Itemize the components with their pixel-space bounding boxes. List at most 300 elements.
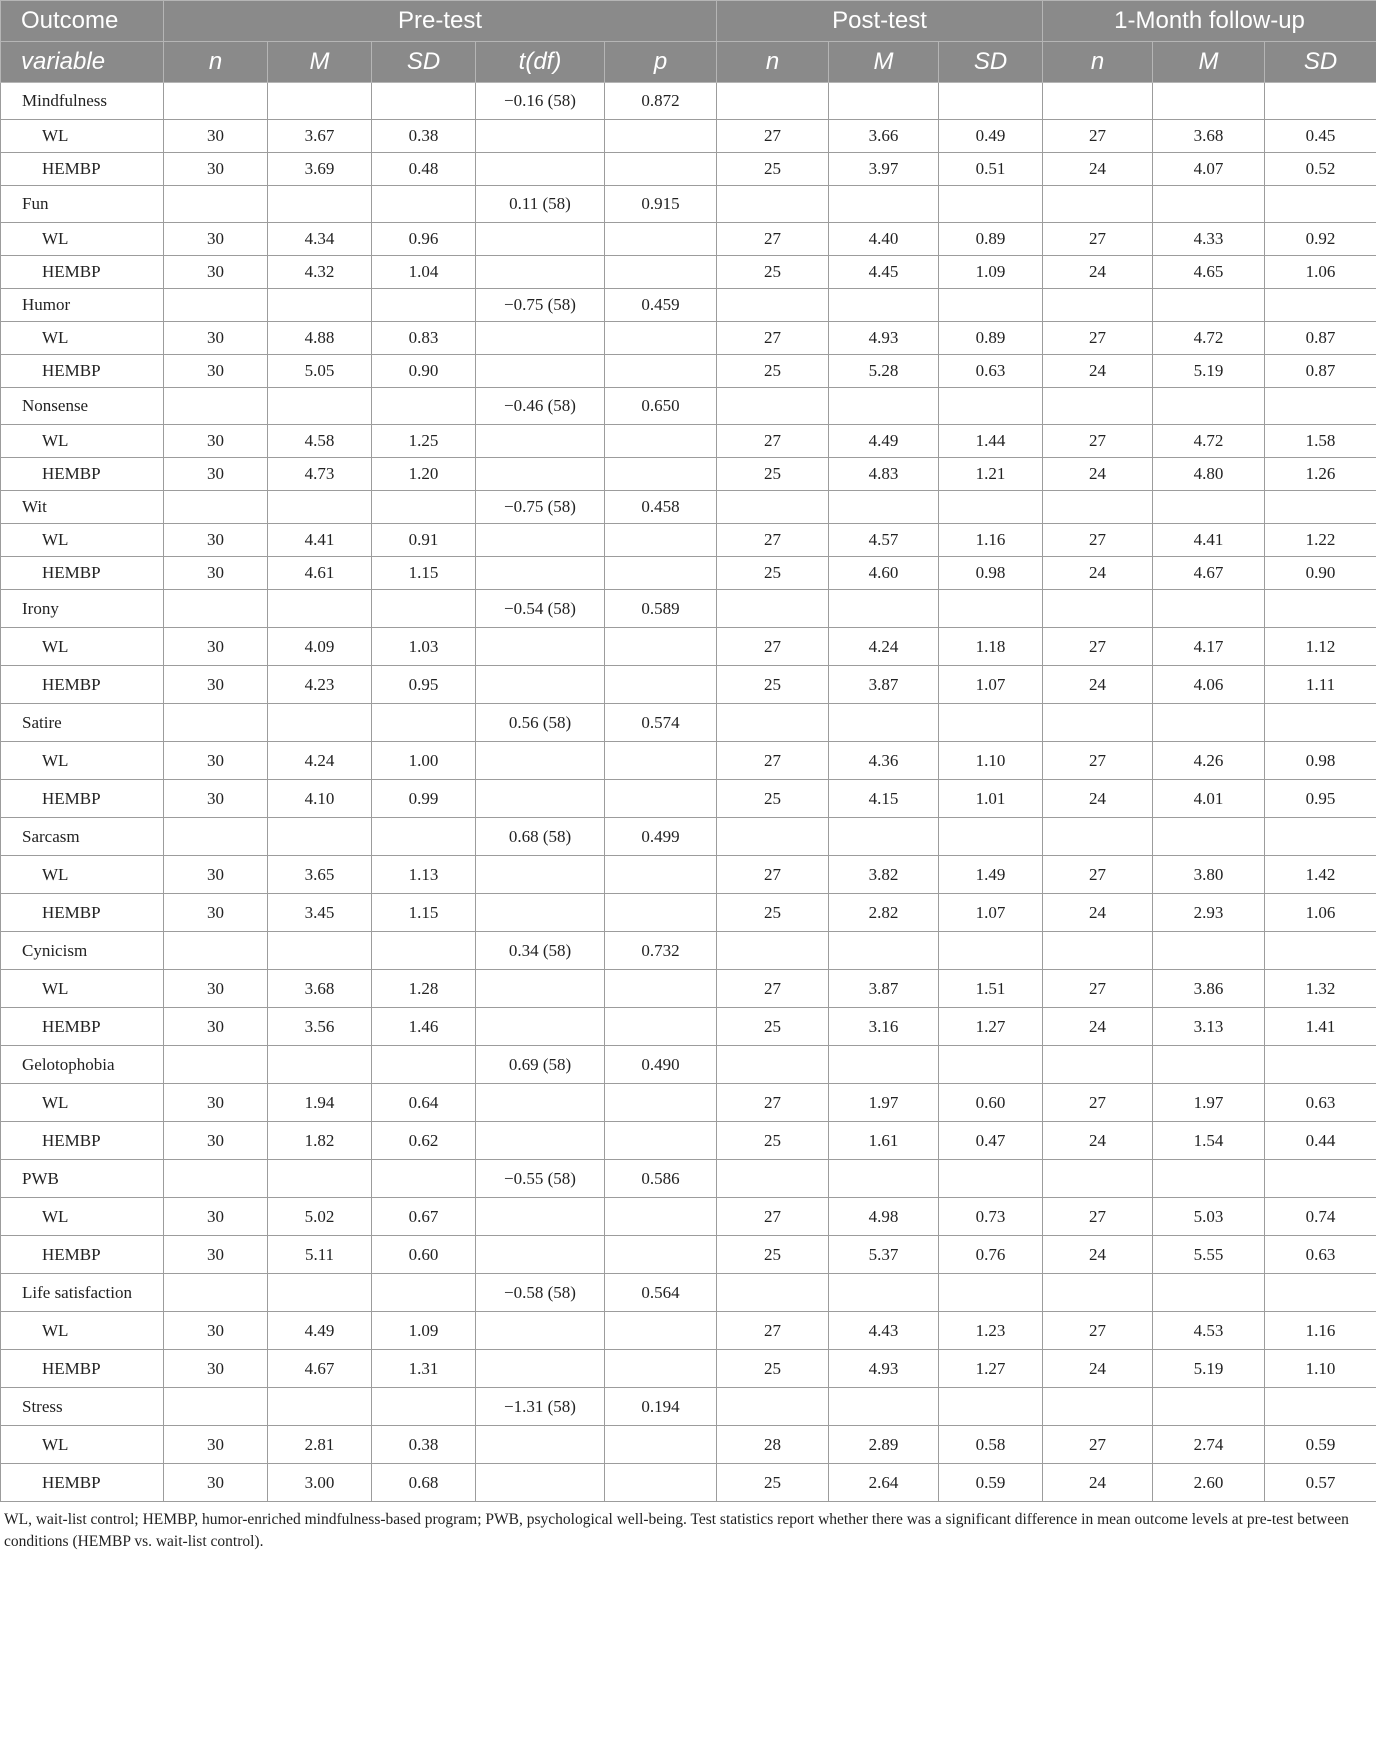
col-header: n (164, 42, 268, 83)
table-row-group (1, 666, 1376, 704)
empty-cell (1265, 1160, 1376, 1198)
pre-mean: 2.81 (268, 1426, 372, 1464)
table-footnote: WL, wait-list control; HEMBP, humor-enriched mindfulness-based program; PWB, psychological well-being. Test statistics report whether there was a significant difference in mean outcome levels at pre-test between conditions (HEMBP vs. wait-list control). (4, 1511, 1349, 1550)
col-header: SD (1265, 42, 1376, 83)
pre-mean: 4.58 (268, 425, 372, 458)
empty-cell (829, 491, 939, 524)
post-mean: 4.43 (829, 1312, 939, 1350)
group-label: WL (1, 524, 164, 557)
group-label: WL (1, 120, 164, 153)
empty-cell (605, 1008, 717, 1046)
empty-cell (1043, 704, 1153, 742)
group-label: HEMBP (1, 1464, 164, 1502)
variable-name: Wit (1, 491, 164, 524)
group-label: WL (1, 1426, 164, 1464)
p-value: 0.574 (605, 704, 717, 742)
pre-n: 30 (164, 628, 268, 666)
pre-n: 30 (164, 1236, 268, 1274)
pre-sd: 0.48 (372, 153, 476, 186)
empty-cell (476, 742, 605, 780)
follow-sd: 1.06 (1265, 894, 1376, 932)
empty-cell (164, 491, 268, 524)
empty-cell (476, 1426, 605, 1464)
pre-sd: 1.46 (372, 1008, 476, 1046)
group-label: HEMBP (1, 1122, 164, 1160)
table-row-group (1, 1350, 1376, 1388)
follow-sd: 1.58 (1265, 425, 1376, 458)
empty-cell (268, 1274, 372, 1312)
empty-cell (268, 1160, 372, 1198)
follow-n: 27 (1043, 322, 1153, 355)
variable-name: Nonsense (1, 388, 164, 425)
empty-cell (1043, 590, 1153, 628)
empty-cell (939, 1046, 1043, 1084)
pre-sd: 1.04 (372, 256, 476, 289)
empty-cell (476, 458, 605, 491)
col-header: M (829, 42, 939, 83)
pre-n: 30 (164, 425, 268, 458)
pre-mean: 5.02 (268, 1198, 372, 1236)
empty-cell (476, 425, 605, 458)
empty-cell (1265, 1046, 1376, 1084)
follow-n: 24 (1043, 355, 1153, 388)
empty-cell (1265, 186, 1376, 223)
table-row-group (1, 1464, 1376, 1502)
empty-cell (1265, 289, 1376, 322)
variable-name: Satire (1, 704, 164, 742)
pre-sd: 1.03 (372, 628, 476, 666)
empty-cell (476, 1122, 605, 1160)
follow-mean: 3.80 (1153, 856, 1265, 894)
empty-cell (829, 1046, 939, 1084)
follow-n: 27 (1043, 1084, 1153, 1122)
post-n: 25 (717, 666, 829, 704)
empty-cell (605, 742, 717, 780)
table-row-group (1, 458, 1376, 491)
post-n: 27 (717, 1312, 829, 1350)
empty-cell (1153, 1274, 1265, 1312)
group-label: HEMBP (1, 1236, 164, 1274)
table-row-group (1, 894, 1376, 932)
post-sd: 1.09 (939, 256, 1043, 289)
group-label: WL (1, 628, 164, 666)
group-label: HEMBP (1, 153, 164, 186)
empty-cell (1265, 1274, 1376, 1312)
follow-sd: 0.44 (1265, 1122, 1376, 1160)
empty-cell (717, 1046, 829, 1084)
table-row-group (1, 322, 1376, 355)
empty-cell (939, 590, 1043, 628)
post-n: 27 (717, 1198, 829, 1236)
t-statistic: −0.46 (58) (476, 388, 605, 425)
col-header: n (1043, 42, 1153, 83)
post-n: 25 (717, 458, 829, 491)
variable-name: Stress (1, 1388, 164, 1426)
group-label: WL (1, 223, 164, 256)
t-statistic: −0.75 (58) (476, 289, 605, 322)
empty-cell (268, 818, 372, 856)
post-sd: 0.89 (939, 322, 1043, 355)
pre-sd: 0.38 (372, 1426, 476, 1464)
post-sd: 0.60 (939, 1084, 1043, 1122)
empty-cell (1043, 388, 1153, 425)
post-n: 25 (717, 894, 829, 932)
t-statistic: −1.31 (58) (476, 1388, 605, 1426)
empty-cell (605, 780, 717, 818)
follow-mean: 4.26 (1153, 742, 1265, 780)
pre-n: 30 (164, 153, 268, 186)
table-row-variable (1, 186, 1376, 223)
outcome-header-line2: variable (1, 42, 164, 83)
post-sd: 1.27 (939, 1008, 1043, 1046)
t-statistic: −0.16 (58) (476, 83, 605, 120)
follow-up-header: 1-Month follow-up (1043, 1, 1376, 42)
post-n: 25 (717, 256, 829, 289)
table-body (1, 83, 1376, 1502)
table-row-group (1, 524, 1376, 557)
pre-n: 30 (164, 557, 268, 590)
empty-cell (605, 557, 717, 590)
pre-sd: 0.68 (372, 1464, 476, 1502)
empty-cell (372, 818, 476, 856)
variable-name: Cynicism (1, 932, 164, 970)
follow-mean: 4.67 (1153, 557, 1265, 590)
empty-cell (476, 1350, 605, 1388)
empty-cell (717, 818, 829, 856)
empty-cell (939, 704, 1043, 742)
empty-cell (164, 704, 268, 742)
group-label: WL (1, 970, 164, 1008)
empty-cell (605, 256, 717, 289)
table-row-variable (1, 590, 1376, 628)
post-mean: 2.64 (829, 1464, 939, 1502)
pre-n: 30 (164, 1122, 268, 1160)
pre-mean: 4.10 (268, 780, 372, 818)
empty-cell (1265, 932, 1376, 970)
group-label: HEMBP (1, 780, 164, 818)
table-row-group (1, 1312, 1376, 1350)
follow-sd: 1.22 (1265, 524, 1376, 557)
t-statistic: 0.11 (58) (476, 186, 605, 223)
empty-cell (1265, 491, 1376, 524)
follow-mean: 4.80 (1153, 458, 1265, 491)
empty-cell (476, 894, 605, 932)
variable-name: Life satisfaction (1, 1274, 164, 1312)
pre-n: 30 (164, 856, 268, 894)
follow-mean: 4.41 (1153, 524, 1265, 557)
post-sd: 1.10 (939, 742, 1043, 780)
pre-mean: 1.94 (268, 1084, 372, 1122)
empty-cell (476, 1198, 605, 1236)
group-label: WL (1, 1198, 164, 1236)
post-mean: 3.16 (829, 1008, 939, 1046)
post-n: 27 (717, 742, 829, 780)
empty-cell (939, 932, 1043, 970)
follow-mean: 3.68 (1153, 120, 1265, 153)
follow-n: 27 (1043, 425, 1153, 458)
follow-sd: 1.12 (1265, 628, 1376, 666)
post-mean: 4.98 (829, 1198, 939, 1236)
t-statistic: −0.55 (58) (476, 1160, 605, 1198)
pre-mean: 3.67 (268, 120, 372, 153)
post-mean: 3.87 (829, 666, 939, 704)
post-n: 25 (717, 1236, 829, 1274)
col-header: SD (939, 42, 1043, 83)
follow-n: 24 (1043, 1122, 1153, 1160)
follow-mean: 4.06 (1153, 666, 1265, 704)
empty-cell (605, 120, 717, 153)
table-row-variable (1, 1388, 1376, 1426)
post-mean: 3.97 (829, 153, 939, 186)
post-mean: 4.36 (829, 742, 939, 780)
follow-sd: 0.74 (1265, 1198, 1376, 1236)
post-sd: 1.18 (939, 628, 1043, 666)
empty-cell (268, 289, 372, 322)
pre-n: 30 (164, 1350, 268, 1388)
post-sd: 0.59 (939, 1464, 1043, 1502)
table-row-group (1, 742, 1376, 780)
pre-mean: 4.88 (268, 322, 372, 355)
follow-sd: 1.26 (1265, 458, 1376, 491)
post-sd: 0.89 (939, 223, 1043, 256)
pre-mean: 4.32 (268, 256, 372, 289)
empty-cell (1043, 1388, 1153, 1426)
pre-n: 30 (164, 1426, 268, 1464)
post-mean: 2.82 (829, 894, 939, 932)
table-row-group (1, 1008, 1376, 1046)
p-value: 0.650 (605, 388, 717, 425)
empty-cell (1043, 1274, 1153, 1312)
empty-cell (268, 590, 372, 628)
post-n: 27 (717, 970, 829, 1008)
empty-cell (1153, 1388, 1265, 1426)
empty-cell (164, 186, 268, 223)
post-mean: 4.40 (829, 223, 939, 256)
empty-cell (268, 491, 372, 524)
follow-mean: 1.97 (1153, 1084, 1265, 1122)
empty-cell (1153, 932, 1265, 970)
follow-sd: 0.57 (1265, 1464, 1376, 1502)
empty-cell (1043, 1160, 1153, 1198)
table-row-group (1, 780, 1376, 818)
empty-cell (717, 491, 829, 524)
empty-cell (268, 932, 372, 970)
header-row-groups (1, 1, 1376, 42)
post-mean: 3.82 (829, 856, 939, 894)
empty-cell (372, 289, 476, 322)
empty-cell (1153, 388, 1265, 425)
pre-sd: 1.20 (372, 458, 476, 491)
p-value: 0.194 (605, 1388, 717, 1426)
post-mean: 4.60 (829, 557, 939, 590)
empty-cell (605, 1084, 717, 1122)
empty-cell (605, 458, 717, 491)
group-label: HEMBP (1, 557, 164, 590)
post-sd: 0.63 (939, 355, 1043, 388)
group-label: WL (1, 1312, 164, 1350)
follow-mean: 4.72 (1153, 425, 1265, 458)
empty-cell (939, 1388, 1043, 1426)
empty-cell (717, 186, 829, 223)
empty-cell (605, 322, 717, 355)
follow-mean: 5.19 (1153, 355, 1265, 388)
pre-mean: 4.67 (268, 1350, 372, 1388)
pre-mean: 5.11 (268, 1236, 372, 1274)
t-statistic: 0.34 (58) (476, 932, 605, 970)
post-sd: 1.07 (939, 894, 1043, 932)
variable-name: PWB (1, 1160, 164, 1198)
post-mean: 2.89 (829, 1426, 939, 1464)
post-mean: 4.15 (829, 780, 939, 818)
pre-mean: 4.41 (268, 524, 372, 557)
follow-mean: 5.03 (1153, 1198, 1265, 1236)
group-label: HEMBP (1, 458, 164, 491)
pre-mean: 4.23 (268, 666, 372, 704)
follow-n: 27 (1043, 1426, 1153, 1464)
col-header: M (1153, 42, 1265, 83)
pre-sd: 0.99 (372, 780, 476, 818)
pre-sd: 1.15 (372, 894, 476, 932)
post-n: 27 (717, 322, 829, 355)
pre-sd: 0.83 (372, 322, 476, 355)
follow-n: 24 (1043, 1008, 1153, 1046)
post-mean: 1.97 (829, 1084, 939, 1122)
post-sd: 0.51 (939, 153, 1043, 186)
post-n: 25 (717, 1008, 829, 1046)
post-mean: 4.57 (829, 524, 939, 557)
post-n: 28 (717, 1426, 829, 1464)
post-sd: 1.16 (939, 524, 1043, 557)
post-sd: 1.51 (939, 970, 1043, 1008)
post-n: 25 (717, 355, 829, 388)
pre-mean: 3.56 (268, 1008, 372, 1046)
pre-mean: 3.45 (268, 894, 372, 932)
empty-cell (372, 1388, 476, 1426)
empty-cell (164, 1388, 268, 1426)
col-header: p (605, 42, 717, 83)
empty-cell (1043, 289, 1153, 322)
p-value: 0.499 (605, 818, 717, 856)
follow-n: 24 (1043, 256, 1153, 289)
variable-name: Mindfulness (1, 83, 164, 120)
pre-n: 30 (164, 666, 268, 704)
empty-cell (164, 1160, 268, 1198)
empty-cell (1153, 186, 1265, 223)
post-mean: 3.87 (829, 970, 939, 1008)
table-row-group (1, 557, 1376, 590)
empty-cell (717, 83, 829, 120)
pre-n: 30 (164, 223, 268, 256)
table-row-group (1, 1236, 1376, 1274)
pre-n: 30 (164, 322, 268, 355)
follow-sd: 0.92 (1265, 223, 1376, 256)
empty-cell (372, 1046, 476, 1084)
follow-n: 24 (1043, 666, 1153, 704)
table-row-group (1, 223, 1376, 256)
group-label: WL (1, 742, 164, 780)
outcome-header-line1: Outcome (1, 1, 164, 42)
follow-n: 24 (1043, 557, 1153, 590)
post-n: 27 (717, 223, 829, 256)
post-mean: 5.28 (829, 355, 939, 388)
empty-cell (829, 704, 939, 742)
pre-mean: 4.73 (268, 458, 372, 491)
variable-name: Gelotophobia (1, 1046, 164, 1084)
pre-sd: 0.67 (372, 1198, 476, 1236)
pre-sd: 1.15 (372, 557, 476, 590)
empty-cell (1153, 704, 1265, 742)
follow-sd: 1.41 (1265, 1008, 1376, 1046)
follow-n: 27 (1043, 1312, 1153, 1350)
empty-cell (476, 153, 605, 186)
empty-cell (1153, 83, 1265, 120)
post-mean: 4.24 (829, 628, 939, 666)
col-header: M (268, 42, 372, 83)
post-n: 27 (717, 120, 829, 153)
pre-sd: 1.09 (372, 1312, 476, 1350)
table-row-variable (1, 818, 1376, 856)
pre-n: 30 (164, 355, 268, 388)
empty-cell (605, 1426, 717, 1464)
col-header: n (717, 42, 829, 83)
empty-cell (476, 1084, 605, 1122)
empty-cell (476, 223, 605, 256)
empty-cell (1153, 818, 1265, 856)
empty-cell (829, 186, 939, 223)
empty-cell (1265, 83, 1376, 120)
post-sd: 1.21 (939, 458, 1043, 491)
empty-cell (717, 1160, 829, 1198)
pre-mean: 3.00 (268, 1464, 372, 1502)
empty-cell (476, 1464, 605, 1502)
empty-cell (1153, 1160, 1265, 1198)
post-n: 25 (717, 557, 829, 590)
empty-cell (1265, 704, 1376, 742)
post-sd: 1.44 (939, 425, 1043, 458)
empty-cell (268, 1046, 372, 1084)
group-label: HEMBP (1, 256, 164, 289)
table-row-variable (1, 932, 1376, 970)
t-statistic: 0.69 (58) (476, 1046, 605, 1084)
post-n: 25 (717, 1122, 829, 1160)
pre-n: 30 (164, 894, 268, 932)
empty-cell (829, 1274, 939, 1312)
post-sd: 0.98 (939, 557, 1043, 590)
empty-cell (164, 83, 268, 120)
follow-sd: 0.63 (1265, 1084, 1376, 1122)
empty-cell (268, 1388, 372, 1426)
empty-cell (605, 1350, 717, 1388)
empty-cell (605, 1312, 717, 1350)
empty-cell (476, 1236, 605, 1274)
table-row-group (1, 628, 1376, 666)
follow-n: 27 (1043, 742, 1153, 780)
post-sd: 1.49 (939, 856, 1043, 894)
group-label: HEMBP (1, 1008, 164, 1046)
empty-cell (476, 322, 605, 355)
table-row-group (1, 355, 1376, 388)
follow-n: 24 (1043, 1350, 1153, 1388)
group-label: WL (1, 322, 164, 355)
empty-cell (164, 818, 268, 856)
post-mean: 1.61 (829, 1122, 939, 1160)
empty-cell (1153, 491, 1265, 524)
p-value: 0.872 (605, 83, 717, 120)
empty-cell (476, 628, 605, 666)
post-mean: 4.45 (829, 256, 939, 289)
follow-sd: 0.63 (1265, 1236, 1376, 1274)
group-label: HEMBP (1, 666, 164, 704)
